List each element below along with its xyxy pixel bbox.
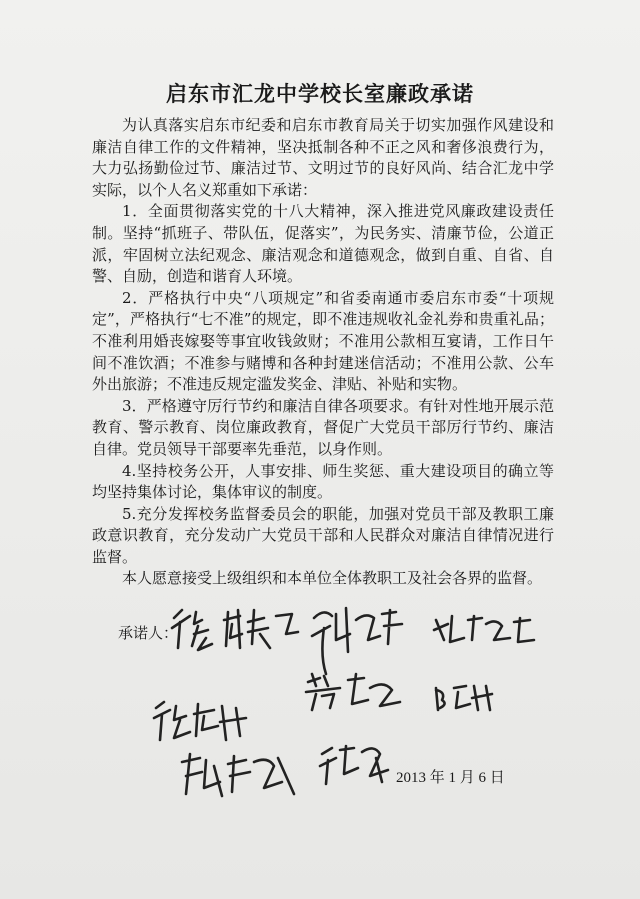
handwritten-signature [148, 696, 258, 746]
signing-date: 2013 年 1 月 6 日 [396, 770, 505, 786]
document-title: 启东市汇龙中学校长室廉政承诺 [166, 82, 474, 106]
handwritten-signature [306, 600, 416, 680]
paragraph-item-3: 3．严格遵守厉行节约和廉洁自律各项要求。有针对性地开展示范教育、警示教育、岗位廉政教育，督促广大党员干部厉行节约、廉洁自律。党员领导干部要率先垂范，以身作则。 [92, 396, 554, 458]
paragraph-closing: 本人愿意接受上级组织和本单位全体教职工及社会各界的监督。 [122, 569, 543, 588]
promisor-label: 承诺人： [118, 624, 179, 642]
signature-area [0, 600, 640, 860]
paragraph-item-5: 5.充分发挥校务监督委员会的职能，加强对党员干部及教职工廉政意识教育，充分发动广大党员干部和人民群众对廉洁自律情况进行监督。 [92, 504, 554, 566]
handwritten-signature [168, 604, 308, 654]
paragraph-item-2: 2．严格执行中央“八项规定”和省委南通市委启东市委“十项规定”，严格执行“七不准”的规定，即不准违规收礼金礼券和贵重礼品；不准利用婚丧嫁娶等事宜收钱敛财；不准用公款相互宴请，工作日午间不准饮酒；不准参与赌博和各种封建迷信活动；不准用公款、公车外出旅游；不准违反规定滥发奖金、津贴、补贴和实物。 [92, 288, 554, 394]
paragraph-item-4: 4.坚持校务公开，人事安排、师生奖惩、重大建设项目的确立等均坚持集体讨论，集体审议的制度。 [92, 461, 554, 502]
handwritten-signature [430, 610, 540, 650]
handwritten-signature [430, 680, 500, 716]
paragraph-item-1: 1．全面贯彻落实党的十八大精神，深入推进党风廉政建设责任制。坚持“抓班子、带队伍，促落实”，为民务实、清廉节俭，公道正派，牢固树立法纪观念、廉洁观念和道德观念，做到自重、自省、自警、自励，创造和谐育人环境。 [92, 202, 554, 286]
paragraph-intro: 为认真落实启东市纪委和启东市教育局关于切实加强作风建设和廉洁自律工作的文件精神，坚决抵制各种不正之风和奢侈浪费行为，大力弘扬勤俭过节、廉洁过节、文明过节的良好风尚、结合汇龙中学实际，以个人名义郑重如下承诺： [92, 116, 554, 199]
handwritten-signature [300, 670, 410, 714]
handwritten-signature [176, 748, 306, 804]
handwritten-signature [316, 738, 396, 788]
document-body [92, 115, 554, 590]
